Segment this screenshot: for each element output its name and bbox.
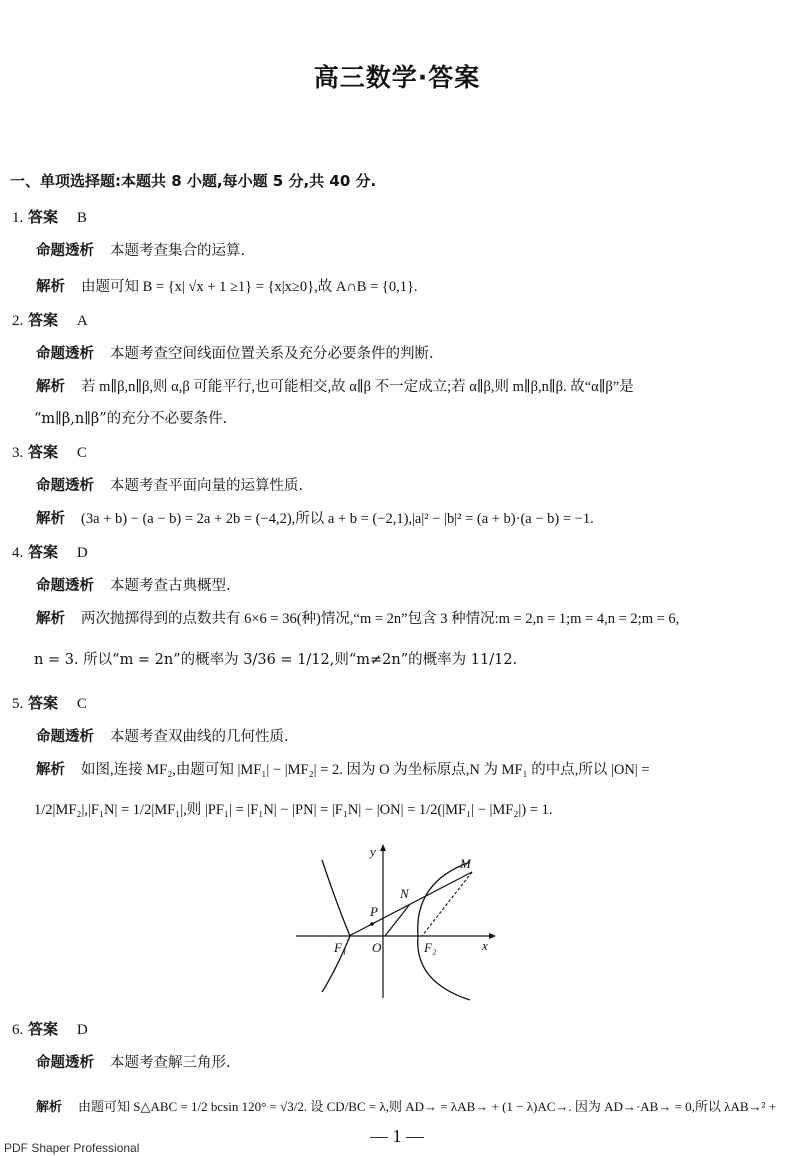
label-y: y [370,844,376,859]
y-axis-arrow-icon [380,844,386,851]
answer-value: B [76,210,87,226]
hyperbola-figure [292,842,502,1002]
answer-label: 答案 [28,694,59,712]
analysis-label: 命题透析 [36,1055,94,1071]
label-f1: F₁ [334,940,347,955]
label-x: x [482,938,488,953]
answer-value: D [76,545,88,561]
label-m: M [460,856,471,871]
solution-label: 解析 [36,279,65,295]
question-6-solution [36,1096,776,1115]
question-number: 5. [12,696,24,712]
solution-label: 解析 [36,762,65,778]
solution-label: 解析 [36,379,65,395]
analysis-label: 命题透析 [36,346,94,362]
solution-text: 由题可知 B = {x| √x + 1 ≥1} = {x|x≥0},故 A∩B = {0,1}. [81,279,418,295]
hyperbola-left-branch [322,860,350,992]
point-p [370,922,374,926]
answer-value: A [76,313,88,329]
question-6-analysis [36,1051,231,1072]
question-1-header [12,206,87,227]
question-6-header [12,1018,88,1039]
question-5-solution [36,758,650,779]
analysis-text: 本题考查集合的运算. [110,243,246,259]
question-2-header [12,309,88,330]
question-5-header [12,692,87,713]
x-axis-arrow-icon [489,933,496,939]
answer-label: 答案 [28,311,59,329]
question-2-solution [36,375,634,396]
analysis-label: 命题透析 [36,729,94,745]
analysis-text: 本题考查平面向量的运算性质. [110,478,304,494]
question-5-solution-cont: 1/2|MF₂|,|F₁N| = 1/2|MF₁|,则 |PF₁| = |F₁N| − |PN| = |F₁N| − |ON| = 1/2(|MF₁| − |MF₂|) = 1. [34,802,553,818]
question-3-header [12,441,87,462]
answer-value: D [76,1022,88,1038]
page-title: 高三数学·答案 [313,63,481,92]
section-heading: 一、单项选择题:本题共 8 小题,每小题 5 分,共 40 分. [10,172,377,190]
solution-text: (3a + b) − (a − b) = 2a + 2b = (−4,2),所以 a + b = (−2,1),|a|² − |b|² = (a + b)·(a − b) = −1. [81,511,594,527]
watermark: PDF Shaper Professional [4,1141,140,1155]
question-2-analysis [36,342,434,363]
solution-label: 解析 [36,1100,63,1115]
question-2-solution-cont: “m∥β,n∥β”的充分不必要条件. [34,411,228,427]
question-3-analysis [36,474,303,495]
label-p: P [370,904,378,919]
page-number: — 1 — [370,1126,424,1146]
analysis-text: 本题考查双曲线的几何性质. [110,729,289,745]
analysis-label: 命题透析 [36,478,94,494]
label-f2: F₂ [424,940,437,955]
question-3-solution [36,507,594,528]
analysis-text: 本题考查解三角形. [110,1055,231,1071]
question-5-analysis [36,725,289,746]
analysis-text: 本题考查古典概型. [110,578,231,594]
label-n: N [400,886,409,901]
analysis-text: 本题考查空间线面位置关系及充分必要条件的判断. [110,346,434,362]
solution-text: 如图,连接 MF₂,由题可知 |MF₁| − |MF₂| = 2. 因为 O 为坐标原点,N 为 MF₁ 的中点,所以 |ON| = [81,762,650,778]
solution-label: 解析 [36,611,65,627]
question-4-solution-cont: n = 3. 所以“m = 2n”的概率为 3/36 = 1/12,则“m≠2n”的概率为 11/12. [34,652,518,668]
segment-f1-m [349,872,472,936]
segment-m-f2 [422,872,472,936]
answer-label: 答案 [28,208,59,226]
answer-label: 答案 [28,543,59,561]
question-number: 1. [12,210,24,226]
question-4-header [12,541,88,562]
segment-o-n [385,904,410,936]
question-4-analysis [36,574,231,595]
analysis-label: 命题透析 [36,578,94,594]
solution-text: 若 m∥β,n∥β,则 α,β 可能平行,也可能相交,故 α∥β 不一定成立;若 α∥β,则 m∥β,n∥β. 故“α∥β”是 [81,379,634,395]
question-number: 6. [12,1022,24,1038]
question-number: 2. [12,313,24,329]
question-4-solution [36,607,679,628]
question-1-solution [36,275,418,296]
solution-text: 由题可知 S△ABC = 1/2 bcsin 120° = √3/2. 设 CD/BC = λ,则 AD→ = λAB→ + (1 − λ)AC→. 因为 AD→·AB→ = 0,所以 λAB→² + [78,1099,777,1114]
question-number: 3. [12,445,24,461]
answer-value: C [76,696,87,712]
solution-text: 两次抛掷得到的点数共有 6×6 = 36(种)情况,“m = 2n”包含 3 种情况:m = 2,n = 1;m = 4,n = 2;m = 6, [81,611,680,627]
question-1-analysis [36,239,245,260]
solution-label: 解析 [36,511,65,527]
answer-value: C [76,445,87,461]
question-number: 4. [12,545,24,561]
analysis-label: 命题透析 [36,243,94,259]
answer-label: 答案 [28,1020,59,1038]
label-o: O [372,940,382,955]
answer-label: 答案 [28,443,59,461]
